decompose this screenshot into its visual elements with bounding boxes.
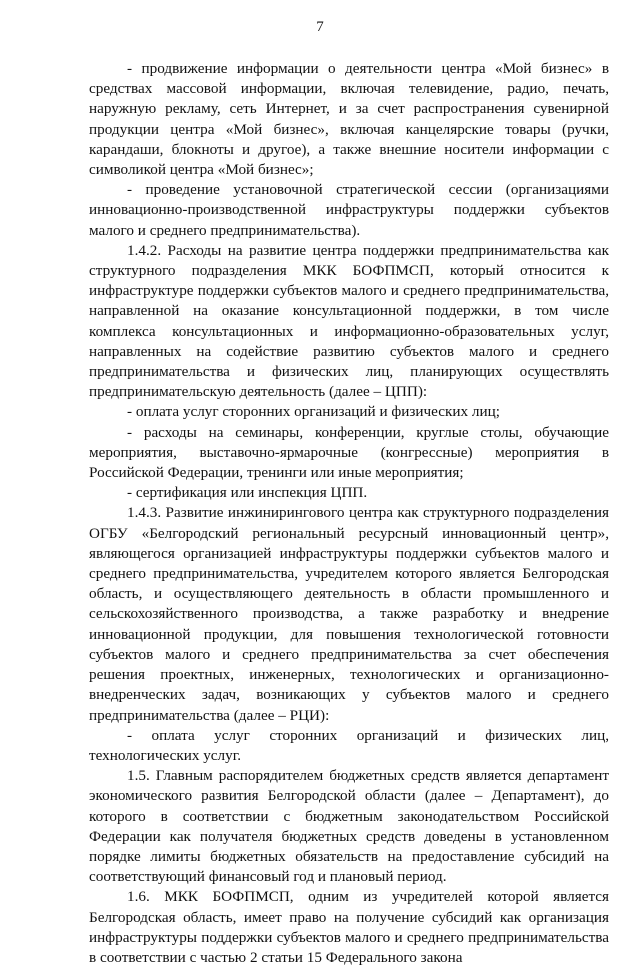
paragraph-1-5: 1.5. Главным распорядителем бюджетных средств является департамент экономического развития Белгородской области (далее – Департамент), до которого в соответствии с бюджетным законодательством Российской Федерации как получателя бюджетных средств доведены в установленном порядке лимиты бюджетных обязательств на предоставление субсидий на соответствующий финансовый год и плановый период. [89,767,609,886]
paragraph-strategic-session: - проведение установочной стратегической сессии (организациями инновационно-производственной инфраструктуры поддержки субъектов малого и среднего предпринимательства). [89,181,609,239]
paragraph-technological-services: - оплата услуг сторонних организаций и физических лиц, технологических услуг. [89,726,609,764]
document-body [89,59,609,968]
page-number: 7 [316,19,324,35]
paragraph-1-4-3: 1.4.3. Развитие инжинирингового центра как структурного подразделения ОГБУ «Белгородский региональный ресурсный инновационный центр», являющегося организацией инфраструктуры поддержки субъектов малого и среднего предпринимательства, учредителем которого является Белгородская область, и осуществляющего деятельность в области промышленного и сельскохозяйственного производства, а также разработку и внедрение инновационной продукции, для повышения технологической готовности субъектов малого и среднего предпринимательства за счет обеспечения решения проектных, инженерных, технологических и организационно-внедренческих задач, возникающих у субъектов малого и среднего предпринимательства (далее – РЦИ): [89,504,609,724]
paragraph-certification: - сертификация или инспекция ЦПП. [127,484,368,502]
paragraph-1-6: 1.6. МКК БОФПМСП, одним из учредителей которой является Белгородская область, имеет право на получение субсидий как организация инфраструктуры поддержки субъектов малого и среднего предпринимательства в соответствии с частью 2 статьи 15 Федерального закона [89,888,609,966]
paragraph-1-4-2: 1.4.2. Расходы на развитие центра поддержки предпринимательства как структурного подразделения МКК БОФПМСП, который относится к инфраструктуре поддержки субъектов малого и среднего предпринимательства, направленной на оказание консультационной поддержки, в том числе комплекса консультационных и информационно-образовательных услуг, направленных на содействие развитию субъектов малого и среднего предпринимательства и физических лиц, планирующих осуществлять предпринимательскую деятельность (далее – ЦПП): [89,241,609,401]
paragraph-promotion: - продвижение информации о деятельности центра «Мой бизнес» в средствах массовой информации, включая телевидение, радио, печать, наружную рекламу, сеть Интернет, и за счет распространения сувенирной продукции центра «Мой бизнес», включая канцелярские товары (ручки, карандаши, блокноты и другое), а также внешние носители информации с символикой центра «Мой бизнес»; [89,60,609,179]
paragraph-seminars: - расходы на семинары, конференции, круглые столы, обучающие мероприятия, выставочно-ярмарочные (конгрессные) мероприятия в Российской Федерации, тренинги или иные мероприятия; [89,423,609,482]
paragraph-services-payment: - оплата услуг сторонних организаций и физических лиц; [127,403,500,421]
